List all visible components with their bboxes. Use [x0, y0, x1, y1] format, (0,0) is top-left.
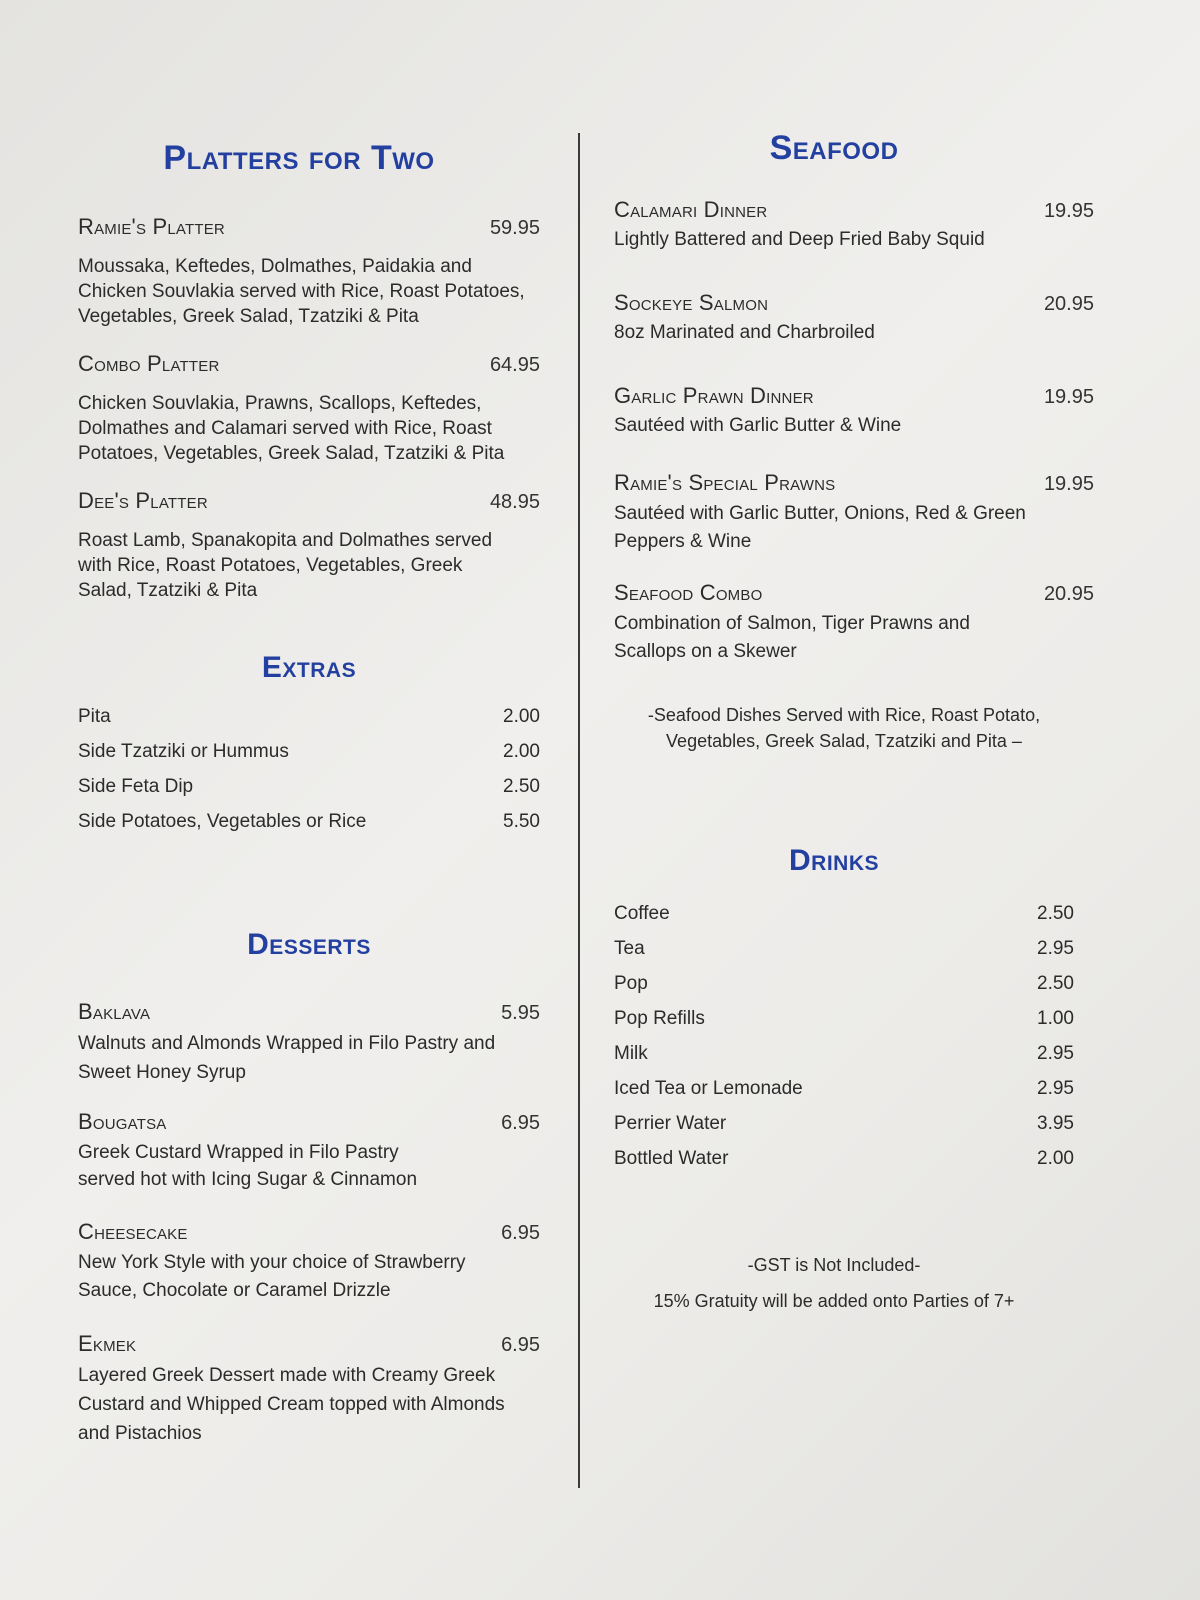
left-column — [78, 140, 540, 1448]
item-price: 5.95 — [501, 1002, 540, 1025]
drinks-list — [614, 903, 1074, 1183]
item-name: Side Tzatziki or Hummus — [78, 741, 289, 763]
dessert-item — [78, 1219, 540, 1305]
dessert-item — [78, 1331, 540, 1448]
item-price: 64.95 — [489, 354, 540, 377]
list-item — [614, 1008, 1074, 1043]
seafood-item — [614, 580, 1094, 666]
seafood-item — [614, 470, 1094, 556]
list-item — [614, 1148, 1074, 1183]
platter-item — [78, 214, 540, 329]
item-price: 6.95 — [501, 1112, 540, 1135]
note-line: Vegetables, Greek Salad, Tzatziki and Pita – — [666, 731, 1022, 752]
note-line: -Seafood Dishes Served with Rice, Roast Potato, — [647, 705, 1041, 726]
desserts-title: Desserts — [247, 928, 371, 962]
item-price: 5.50 — [503, 811, 540, 833]
item-price: 6.95 — [501, 1222, 540, 1245]
item-price: 2.50 — [1037, 973, 1074, 995]
list-item — [78, 741, 540, 776]
platter-item — [78, 351, 540, 466]
item-name: Sockeye Salmon — [614, 290, 769, 316]
list-item — [78, 706, 540, 741]
dessert-item — [78, 1109, 540, 1193]
item-description: Walnuts and Almonds Wrapped in Filo Pastry and Sweet Honey Syrup — [78, 1033, 496, 1084]
list-item — [614, 1078, 1074, 1113]
item-name: Ramie's Platter — [78, 214, 225, 240]
item-price: 3.95 — [1037, 1113, 1074, 1135]
item-price: 1.00 — [1037, 1008, 1074, 1030]
dessert-item — [78, 999, 540, 1087]
item-price: 2.00 — [503, 706, 540, 728]
platters-title: Platters for Two — [163, 139, 435, 177]
extras-list — [78, 706, 540, 846]
platter-item — [78, 488, 540, 603]
item-name: Tea — [614, 938, 645, 960]
item-name: Dee's Platter — [78, 488, 208, 514]
column-divider — [578, 133, 580, 1488]
item-name: Iced Tea or Lemonade — [614, 1078, 803, 1100]
item-price: 19.95 — [1043, 386, 1094, 409]
seafood-title: Seafood — [769, 129, 899, 167]
item-description: Roast Lamb, Spanakopita and Dolmathes served with Rice, Roast Potatoes, Vegetables, Greek Salad, Tzatziki & Pita — [78, 530, 493, 602]
item-price: 2.95 — [1037, 1043, 1074, 1065]
item-name: Coffee — [614, 903, 670, 925]
item-price: 20.95 — [1043, 293, 1094, 316]
list-item — [78, 811, 540, 846]
item-description: 8oz Marinated and Charbroiled — [614, 322, 875, 344]
item-name: Ekmek — [78, 1331, 137, 1357]
drinks-title: Drinks — [788, 844, 879, 878]
item-price: 19.95 — [1043, 200, 1094, 223]
item-name: Pop — [614, 973, 648, 995]
item-price: 2.50 — [1037, 903, 1074, 925]
item-price: 2.00 — [1037, 1148, 1074, 1170]
item-price: 2.95 — [1037, 1078, 1074, 1100]
gratuity-note: 15% Gratuity will be added onto Parties of 7+ — [653, 1291, 1015, 1312]
item-name: Seafood Combo — [614, 580, 763, 606]
item-price: 6.95 — [501, 1334, 540, 1357]
item-name: Milk — [614, 1043, 648, 1065]
item-price: 20.95 — [1043, 583, 1094, 606]
item-name: Pop Refills — [614, 1008, 705, 1030]
item-price: 59.95 — [489, 217, 540, 240]
item-description: Sautéed with Garlic Butter & Wine — [614, 415, 902, 437]
list-item — [614, 938, 1074, 973]
item-name: Calamari Dinner — [614, 197, 768, 223]
seafood-note — [614, 702, 1074, 754]
list-item — [614, 973, 1074, 1008]
item-description: Chicken Souvlakia, Prawns, Scallops, Keftedes, Dolmathes and Calamari served with Rice, Roast Potatoes, Vegetables, Greek Salad, Tzatziki & Pita — [78, 393, 505, 465]
list-item — [78, 776, 540, 811]
item-description: Moussaka, Keftedes, Dolmathes, Paidakia and Chicken Souvlakia served with Rice, Roast Potatoes, Vegetables, Greek Salad, Tzatziki & Pita — [78, 256, 525, 328]
list-item — [614, 903, 1074, 938]
item-description: Combination of Salmon, Tiger Prawns and Scallops on a Skewer — [614, 613, 970, 663]
item-name: Pita — [78, 706, 111, 728]
item-description: New York Style with your choice of Strawberry Sauce, Chocolate or Caramel Drizzle — [78, 1252, 466, 1302]
item-description: Layered Greek Dessert made with Creamy Greek Custard and Whipped Cream topped with Almonds and Pistachios — [78, 1365, 505, 1445]
item-description: Greek Custard Wrapped in Filo Pastry served hot with Icing Sugar & Cinnamon — [78, 1142, 418, 1191]
seafood-item — [614, 383, 1094, 438]
item-description: Sautéed with Garlic Butter, Onions, Red & Green Peppers & Wine — [614, 503, 1026, 553]
item-price: 2.50 — [503, 776, 540, 798]
item-name: Cheesecake — [78, 1219, 188, 1245]
item-name: Bottled Water — [614, 1148, 729, 1170]
extras-title: Extras — [261, 651, 357, 685]
item-name: Side Feta Dip — [78, 776, 194, 798]
seafood-item — [614, 290, 1094, 345]
item-price: 2.95 — [1037, 938, 1074, 960]
item-name: Side Potatoes, Vegetables or Rice — [78, 811, 367, 833]
item-name: Garlic Prawn Dinner — [614, 383, 814, 409]
item-name: Perrier Water — [614, 1113, 727, 1135]
seafood-item — [614, 197, 1094, 252]
item-price: 19.95 — [1043, 473, 1094, 496]
item-name: Combo Platter — [78, 351, 220, 377]
item-name: Ramie's Special Prawns — [614, 470, 836, 496]
item-price: 2.00 — [503, 741, 540, 763]
item-price: 48.95 — [489, 491, 540, 514]
item-name: Baklava — [78, 999, 151, 1025]
item-name: Bougatsa — [78, 1109, 167, 1135]
gst-note: -GST is Not Included- — [747, 1255, 921, 1276]
list-item — [614, 1043, 1074, 1078]
right-column — [614, 130, 1094, 1319]
footer-notes — [614, 1247, 1054, 1319]
item-description: Lightly Battered and Deep Fried Baby Squid — [614, 229, 985, 251]
list-item — [614, 1113, 1074, 1148]
